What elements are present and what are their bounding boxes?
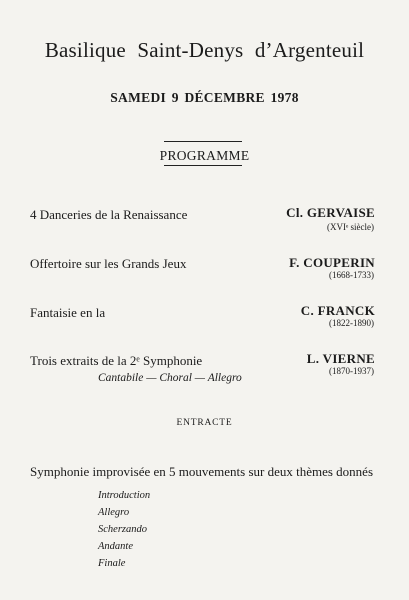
composer-3: C. FRANCK xyxy=(300,303,375,318)
intermission-label: ENTRACTE xyxy=(176,418,233,428)
composer-dates-2: (1668-1733) xyxy=(329,270,374,280)
piece-4-movements: Cantabile — Choral — Allegro xyxy=(98,372,242,384)
composer-2: F. COUPERIN xyxy=(289,255,375,270)
improvisation-title: Symphonie improvisée en 5 mouvements sur deux thèmes donnés xyxy=(30,464,374,479)
concert-date: SAMEDI 9 DÉCEMBRE 1978 xyxy=(110,90,299,105)
programme-underline xyxy=(164,165,242,166)
movement-item: Introduction xyxy=(98,490,151,501)
movement-item: Finale xyxy=(98,558,126,569)
piece-title-4: Trois extraits de la 2ᵉ Symphonie xyxy=(30,353,203,368)
piece-title-1: 4 Danceries de la Renaissance xyxy=(30,207,188,222)
piece-title-3: Fantaisie en la xyxy=(30,305,106,320)
movement-item: Scherzando xyxy=(98,524,147,535)
programme-heading: PROGRAMME xyxy=(159,148,250,163)
piece-title-2: Offertoire sur les Grands Jeux xyxy=(30,256,187,271)
movement-item: Andante xyxy=(98,541,133,552)
movement-item: Allegro xyxy=(98,507,130,518)
composer-dates-4: (1870-1937) xyxy=(329,366,374,376)
programme-top-rule xyxy=(164,141,242,142)
composer-dates-3: (1822-1890) xyxy=(329,318,374,328)
composer-1: Cl. GERVAISE xyxy=(286,205,375,220)
composer-dates-1: (XVIᵉ siècle) xyxy=(326,222,374,232)
composer-4: L. VIERNE xyxy=(306,351,375,366)
venue-title: Basilique Saint-Denys d’Argenteuil xyxy=(44,38,365,62)
